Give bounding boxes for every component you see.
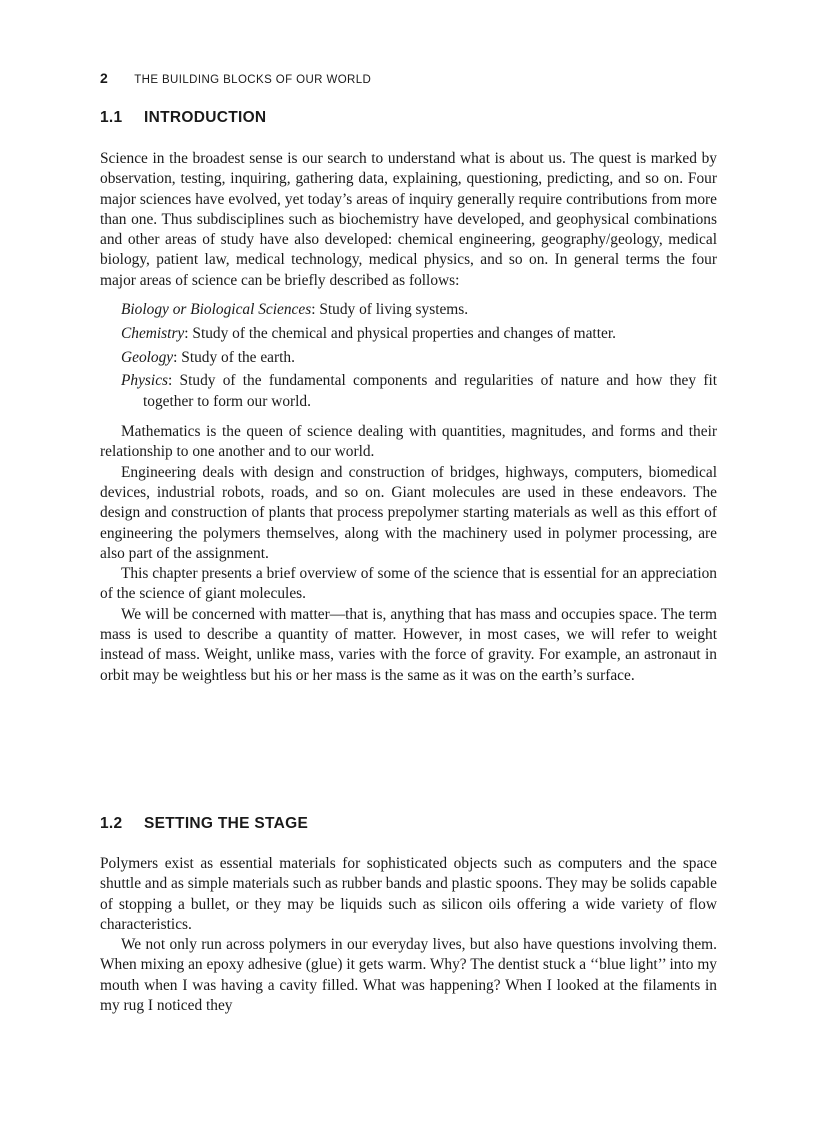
intro-paragraph: Science in the broadest sense is our search to understand what is about us. The quest is marked by observation, testing, inquiring, gathering data, explaining, questioning, predicting, and so on. Four major sciences have evolved, yet today’s areas of inquiry generally require contributions from more than one. Thus subdisciplines such as biochemistry have developed, and geophysical combinations and other areas of study have also developed: chemical engineering, geography/geology, medical biology, patient law, medical technology, medical physics, and so on. In general terms the four major areas of science can be briefly described as follows: (100, 150, 717, 289)
definition-text: : Study of the chemical and physical properties and changes of matter. (184, 324, 616, 342)
body-paragraph: We will be concerned with matter—that is, anything that has mass and occupies space. The term mass is used to describe a quantity of matter. However, in most cases, we will refer to weight instead of mass. Weight, unlike mass, varies with the force of gravity. For example, an astronaut in orbit may be weightless but his or her mass is the same as it was on the earth’s surface. (100, 605, 717, 684)
definition-term: Geology (121, 348, 174, 366)
introduction-body (100, 149, 717, 686)
running-head (100, 70, 371, 86)
definition-term: Biology or Biological Sciences (121, 301, 312, 319)
section-title: SETTING THE STAGE (144, 815, 309, 832)
section-number: 1.2 (100, 815, 123, 832)
definition-text: : Study of the fundamental components and regularities of nature and how they fit together to form our world. (143, 372, 717, 410)
body-paragraph: Engineering deals with design and construction of bridges, highways, computers, biomedical devices, industrial robots, roads, and so on. Giant molecules are used in these endeavors. The design and construction of plants that process prepolymer starting materials as well as this effort of engineering the polymers themselves, along with the machinery used in polymer processing, are also part of the assignment. (100, 463, 717, 562)
section-number: 1.1 (100, 109, 123, 126)
body-paragraph: We not only run across polymers in our everyday lives, but also have questions involving them. When mixing an epoxy adhesive (glue) it gets warm. Why? The dentist stuck a ‘‘blue light’’ into my mouth when I was having a cavity filled. What was happening? When I looked at the filaments in my rug I noticed they (100, 936, 717, 1015)
definition-term: Physics (121, 372, 169, 390)
definition-item (100, 348, 717, 368)
definition-item (100, 324, 717, 344)
running-head-title: THE BUILDING BLOCKS OF OUR WORLD (134, 74, 372, 86)
setting-the-stage-body (100, 854, 717, 1016)
definition-item (100, 371, 717, 412)
body-paragraph: Mathematics is the queen of science dealing with quantities, magnitudes, and forms and their relationship to one another and to our world. (100, 423, 717, 461)
body-paragraph: This chapter presents a brief overview of some of the science that is essential for an appreciation of the science of giant molecules. (100, 565, 717, 603)
page-number: 2 (100, 70, 109, 86)
definition-text: : Study of the earth. (173, 348, 295, 366)
body-paragraph: Polymers exist as essential materials for sophisticated objects such as computers and the space shuttle and as simple materials such as rubber bands and plastic spoons. They may be solids capable of stopping a bullet, or they may be liquids such as silicon oils offering a wide variety of flow characteristics. (100, 855, 717, 933)
definition-item (100, 300, 717, 320)
section-title: INTRODUCTION (144, 109, 267, 126)
science-definitions-list (100, 300, 717, 412)
definition-text: : Study of living systems. (311, 301, 469, 319)
section-heading-introduction (100, 109, 266, 127)
definition-term: Chemistry (121, 324, 185, 342)
section-heading-setting-the-stage (100, 815, 308, 833)
